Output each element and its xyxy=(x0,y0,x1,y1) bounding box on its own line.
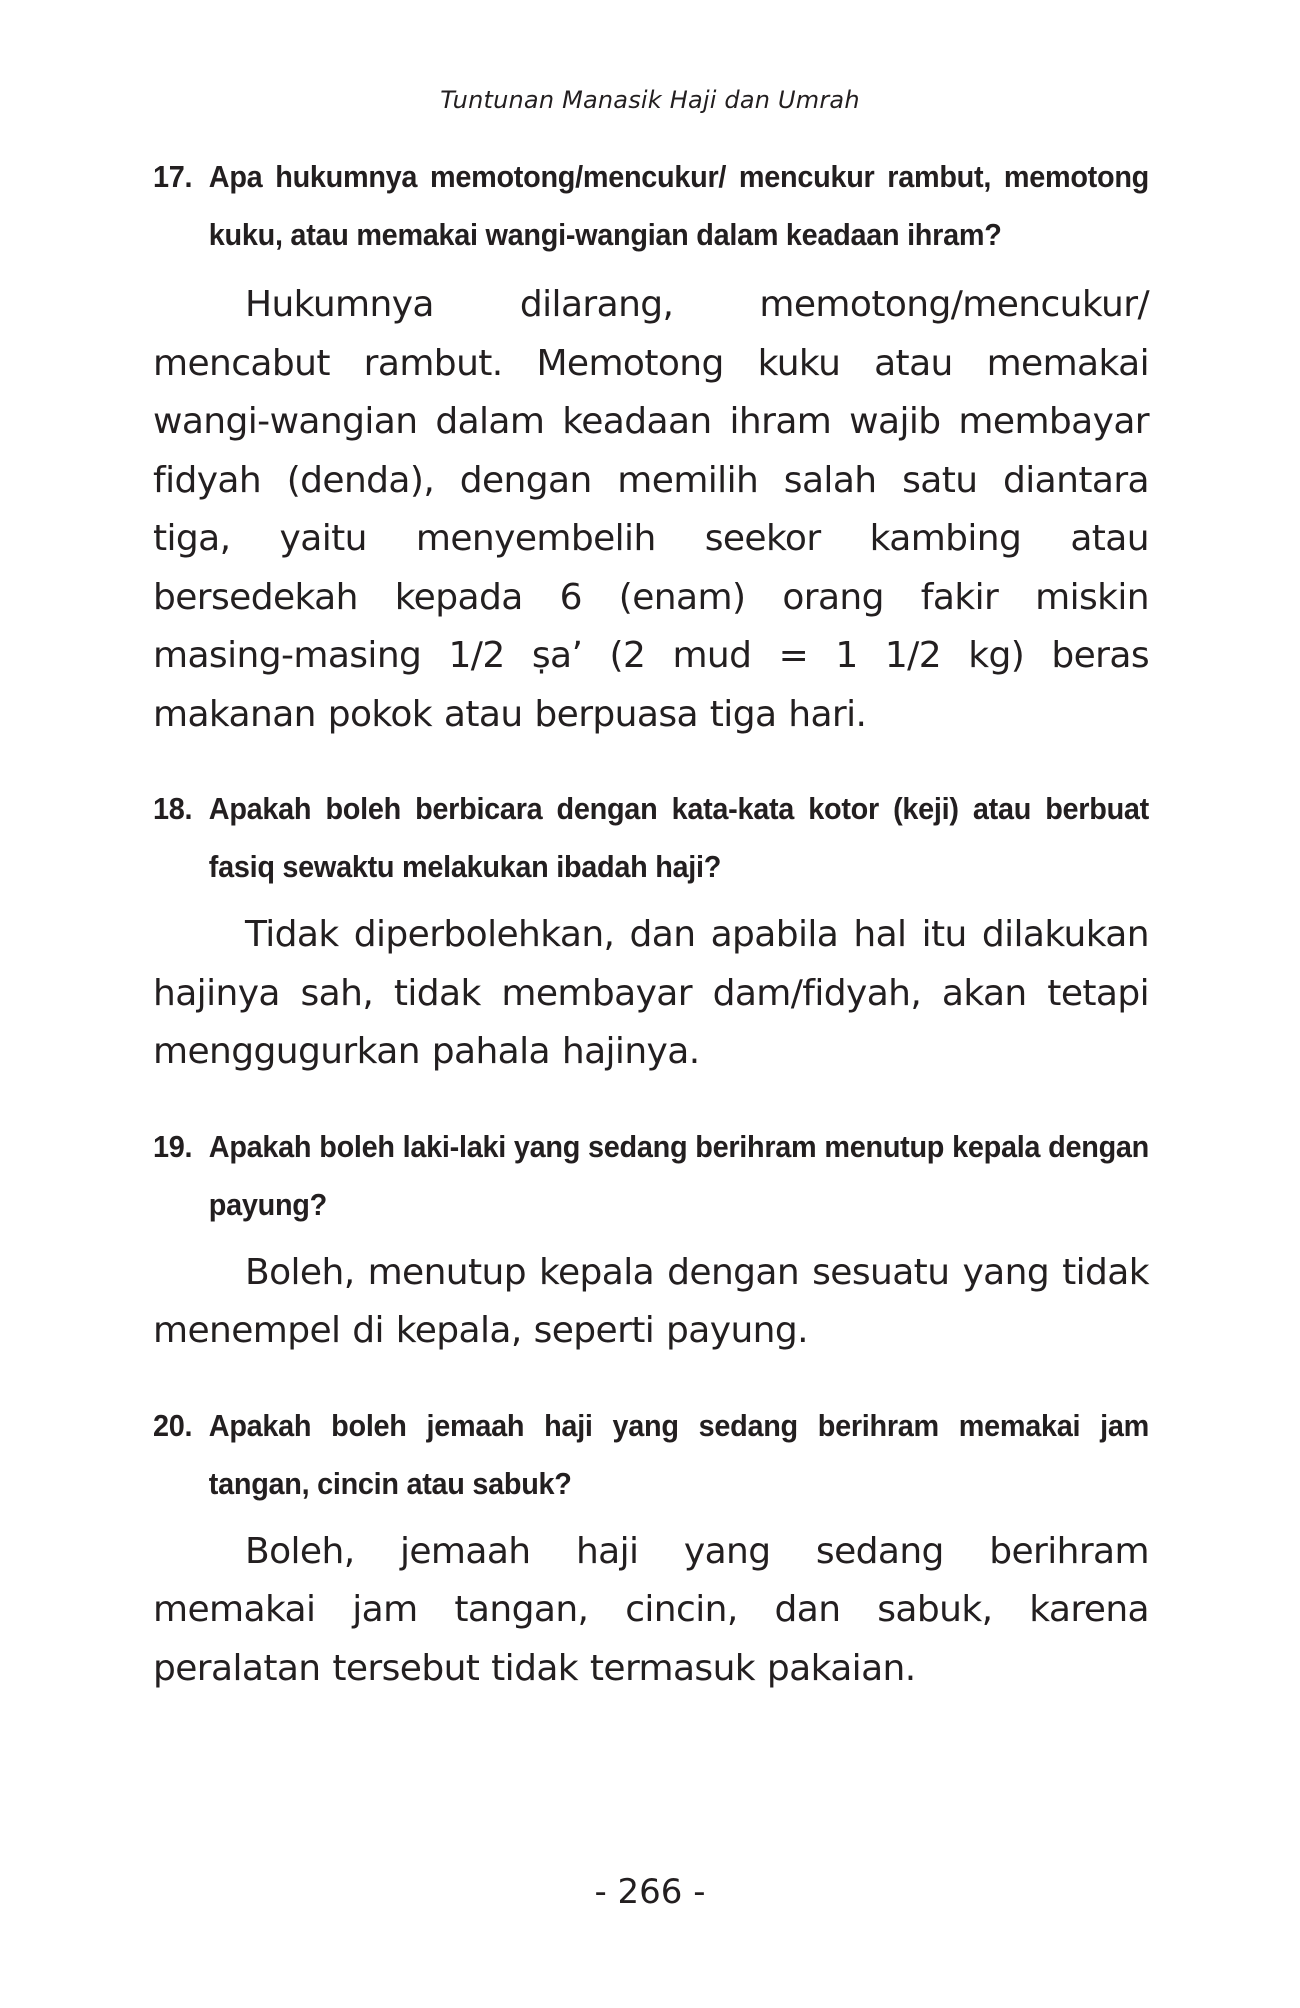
page-number: - 266 - xyxy=(594,1872,706,1912)
qa-item xyxy=(153,780,1149,1082)
question-text: Apakah boleh berbicara dengan kata-kata kotor (keji) atau berbuat fasiq sewaktu melakukan ibadah haji? xyxy=(208,791,1149,884)
question xyxy=(153,148,1149,264)
question-number: 18. xyxy=(153,791,193,826)
answer-text: Boleh, menutup kepala dengan sesuatu yang tidak menempel di kepala, seperti payung. xyxy=(153,1251,1149,1351)
question-number: 19. xyxy=(153,1128,193,1164)
answer-text: Hukumnya dilarang, memotong/mencukur/ mencabut rambut. Memotong kuku atau memakai wangi-wangian dalam keadaan ihram wajib membayar fidyah (denda), dengan memilih salah satu diantara tiga, yaitu menyembelih seekor kambing atau bersedekah kepada 6 (enam) orang fakir miskin masing-masing 1/2 ṣa’ (2 mud = 1 1/2 kg) beras makanan pokok atau berpuasa tiga hari. xyxy=(153,284,1149,735)
question-text: Apakah boleh laki-laki yang sedang berihram menutup kepala dengan payung? xyxy=(208,1128,1149,1222)
question-number: 17. xyxy=(153,159,193,194)
question-number: 20. xyxy=(153,1407,193,1443)
question xyxy=(153,1118,1149,1234)
question xyxy=(153,780,1149,896)
qa-item xyxy=(153,1118,1149,1361)
answer-text: Boleh, jemaah haji yang sedang berihram memakai jam tangan, cincin, dan sabuk, karena peralatan tersebut tidak termasuk pakaian. xyxy=(153,1530,1149,1689)
qa-item xyxy=(153,1397,1149,1699)
question-text: Apakah boleh jemaah haji yang sedang berihram memakai jam tangan, cincin atau sabuk? xyxy=(208,1407,1149,1501)
qa-list xyxy=(153,148,1149,1734)
question xyxy=(153,1397,1149,1513)
question-text: Apa hukumnya memotong/mencukur/ mencukur rambut, memotong kuku, atau memakai wangi-wangian dalam keadaan ihram? xyxy=(208,159,1149,252)
answer-text: Tidak diperbolehkan, dan apabila hal itu dilakukan hajinya sah, tidak membayar dam/fidyah, akan tetapi menggugurkan pahala hajinya. xyxy=(153,914,1149,1072)
qa-item xyxy=(153,148,1149,744)
running-title: Tuntunan Manasik Haji dan Umrah xyxy=(440,86,860,114)
